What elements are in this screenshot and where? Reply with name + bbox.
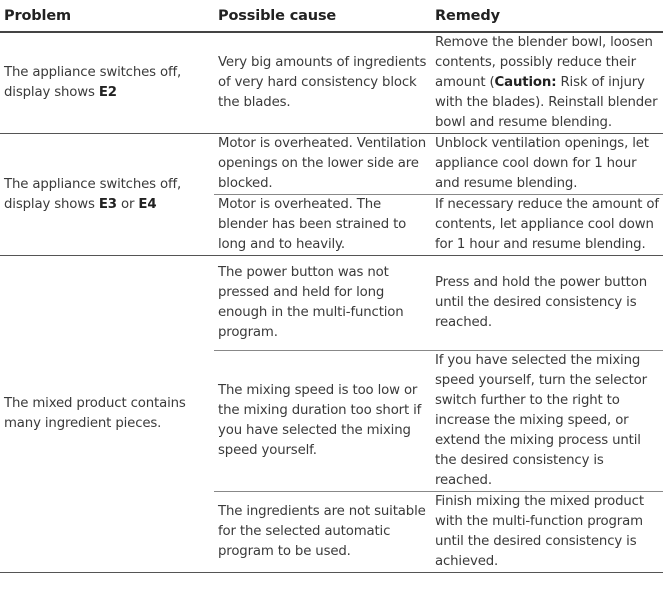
error-code: E3	[98, 196, 117, 212]
table-row	[0, 32, 663, 134]
remedy-cell: If you have selected the mixing speed yourself, turn the selector switch further to the right to increase the mixing speed, or extend the mixing process until the desired consistency is reached.	[431, 351, 663, 492]
problem-text: The appliance switches off, display shows	[4, 65, 182, 100]
remedy-text: Remove the blender bowl, loosen contents, possibly reduce their amount (	[435, 35, 653, 90]
cause-cell: Motor is overheated. The blender has been strained to long and to heavily.	[214, 195, 431, 256]
table-row	[0, 134, 663, 195]
remedy-cell: Unblock ventilation openings, let appliance cool down for 1 hour and resume blending.	[431, 134, 663, 195]
remedy-cell: Press and hold the power button until the desired consistency is reached.	[431, 256, 663, 351]
header-remedy: Remedy	[431, 3, 663, 32]
table-header-row	[0, 3, 663, 32]
problem-cell	[0, 32, 214, 134]
cause-cell: The power button was not pressed and held for long enough in the multi-function program.	[214, 256, 431, 351]
remedy-cell: Finish mixing the mixed product with the multi-function program until the desired consistency is achieved.	[431, 492, 663, 573]
problem-cell	[0, 134, 214, 256]
problem-text: or	[116, 196, 139, 212]
header-problem: Problem	[0, 3, 214, 32]
cause-cell: The mixing speed is too low or the mixing duration too short if you have selected the mixing speed yourself.	[214, 351, 431, 492]
remedy-text: Risk of injury with the blades). Reinstall blender bowl and resume blending.	[435, 75, 658, 130]
cause-cell: Very big amounts of ingredients of very hard consistency block the blades.	[214, 32, 431, 134]
cause-cell: Motor is overheated. Ventilation openings on the lower side are blocked.	[214, 134, 431, 195]
table-row	[0, 256, 663, 351]
remedy-cell: If necessary reduce the amount of contents, let appliance cool down for 1 hour and resume blending.	[431, 195, 663, 256]
remedy-cell	[431, 32, 663, 134]
error-code: E2	[98, 85, 117, 100]
caution-label: Caution:	[494, 75, 557, 90]
problem-cell: The mixed product contains many ingredient pieces.	[0, 256, 214, 573]
problem-text: The appliance switches off, display shows	[4, 176, 182, 212]
error-code: E4	[138, 196, 157, 212]
cause-cell: The ingredients are not suitable for the selected automatic program to be used.	[214, 492, 431, 573]
troubleshooting-table	[0, 3, 663, 573]
header-cause: Possible cause	[214, 3, 431, 32]
